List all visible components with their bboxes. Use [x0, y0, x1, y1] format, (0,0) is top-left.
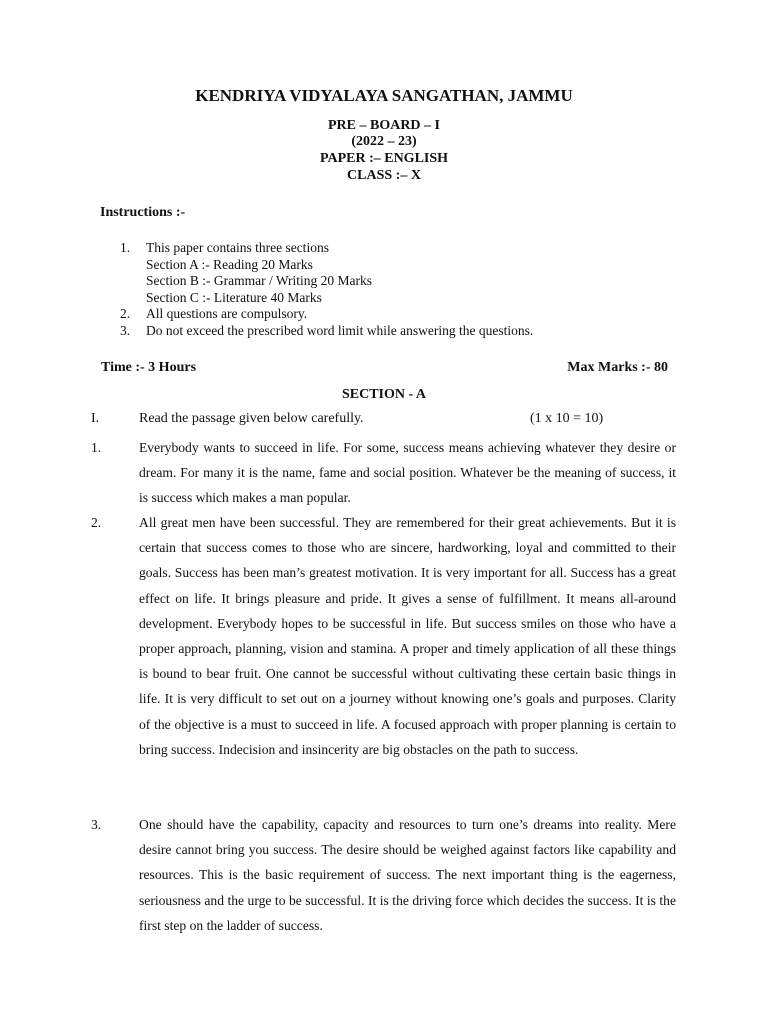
instruction-text: Section B :- Grammar / Writing 20 Marks: [146, 273, 373, 289]
instruction-text: This paper contains three sections: [146, 240, 329, 255]
class-label: CLASS :– X: [347, 168, 421, 183]
instruction-text: All questions are compulsory.: [146, 306, 308, 322]
instruction-text: Section C :- Literature 40 Marks: [146, 289, 322, 305]
instruction-item: [120, 240, 533, 257]
instruction-text: Do not exceed the prescribed word limit while answering the questions.: [146, 322, 534, 338]
instruction-item: [120, 306, 533, 323]
max-marks: Max Marks :- 80: [567, 360, 668, 375]
paragraph-text: Everybody wants to succeed in life. For some, success means achieving whatever they desire or dream. For many it is the name, fame and social position. Whatever be the meaning of success, it is success which makes a man popular.: [139, 440, 676, 506]
instructions-heading: Instructions :-: [100, 205, 186, 220]
academic-year: (2022 – 23): [351, 134, 417, 149]
instruction-number: 3.: [120, 322, 131, 338]
paragraph-text: All great men have been successful. They are remembered for their great achievements. But it is certain that success comes to those who are sincere, hardworking, loyal and committed to their goals. Success has been man’s greatest motivation. It is very important for all. Success has a great effect on life. It brings pleasure and pride. It gives a sense of fulfillment. It means all-around development. Everybody hopes to be successful in life. But success smiles on those who have a proper approach, planning, vision and stamina. A proper and timely application of all these things is bound to bear fruit. One cannot be successful without cultivating these certain basic things in life. It is very difficult to set out on a journey without knowing one’s goals and purposes. Clarity of the objective is a must to succeed in life. A focused approach with proper planning is certain to bring success. Indecision and insincerity are big obstacles on the path to success.: [139, 515, 676, 757]
passage-paragraph: [91, 510, 676, 762]
passage-paragraph: [91, 435, 676, 511]
instruction-subitem: [120, 290, 533, 307]
document-title: KENDRIYA VIDYALAYA SANGATHAN, JAMMU: [195, 86, 573, 105]
instruction-subitem: [120, 257, 533, 274]
instruction-item: [120, 323, 533, 340]
question-number: I.: [91, 411, 100, 426]
time-allowed: Time :- 3 Hours: [101, 360, 197, 375]
instruction-subitem: [120, 273, 533, 290]
paragraph-number: 3.: [91, 817, 102, 832]
instructions-list: [120, 240, 533, 340]
section-heading: SECTION - A: [341, 387, 427, 402]
exam-name: PRE – BOARD – I: [327, 118, 440, 133]
question-line: [0, 411, 768, 431]
instruction-number: 1.: [120, 240, 131, 255]
paragraph-number: 1.: [91, 440, 102, 455]
question-marks: (1 x 10 = 10): [530, 411, 604, 426]
instruction-text: Section A :- Reading 20 Marks: [146, 256, 313, 272]
passage-paragraph: [91, 812, 676, 938]
paragraph-text: One should have the capability, capacity and resources to turn one’s dreams into reality. Mere desire cannot bring you success. The desire should be weighed against factors like capability and resources. This is the basic requirement of success. The next important thing is the eagerness, seriousness and the urge to be successful. It is the driving force which decides the success. It is the first step on the ladder of success.: [139, 817, 676, 933]
question-text: Read the passage given below carefully.: [139, 411, 364, 426]
instruction-number: 2.: [120, 306, 131, 322]
paragraph-number: 2.: [91, 515, 102, 530]
paper-subject: PAPER :– ENGLISH: [319, 151, 449, 166]
